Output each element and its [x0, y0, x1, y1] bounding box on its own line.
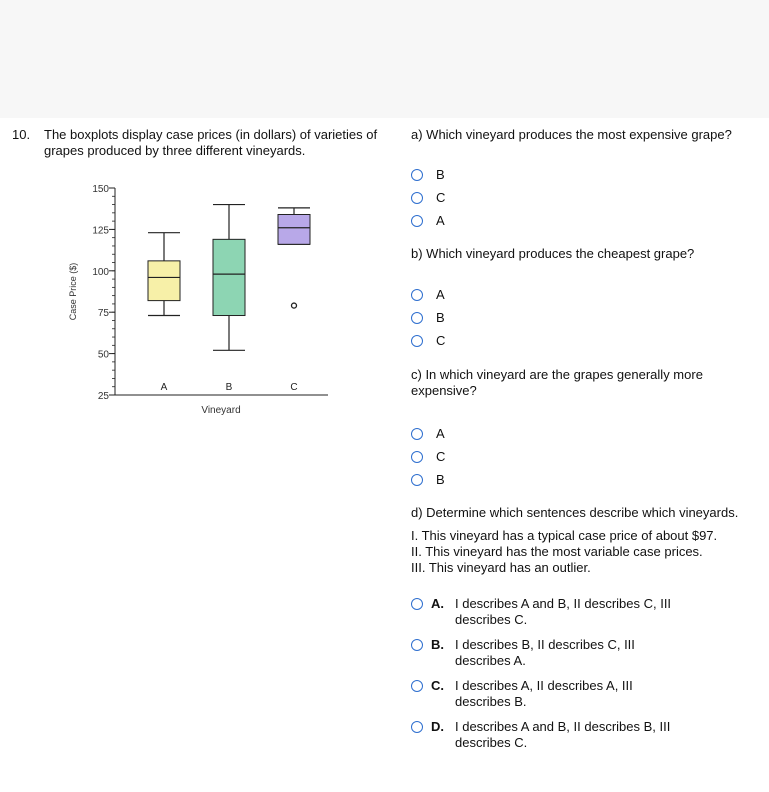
y-tick-label: 125 — [92, 225, 109, 237]
y-tick-label: 100 — [92, 266, 109, 278]
part-c-question: c) In which vineyard are the grapes generally more expensive? — [411, 367, 703, 398]
y-tick-label: 50 — [97, 349, 109, 361]
box-A — [148, 261, 180, 301]
x-axis-title: Vineyard — [201, 405, 241, 416]
part-b-option-3[interactable]: C — [411, 333, 445, 348]
box-B — [213, 239, 245, 315]
sentence-3: III. This vineyard has an outlier. — [411, 560, 591, 575]
part-c-option-3[interactable]: B — [411, 472, 445, 487]
radio-button[interactable] — [411, 169, 423, 181]
radio-button[interactable] — [411, 680, 423, 692]
radio-button[interactable] — [411, 639, 423, 651]
part-d-option-d[interactable]: D. I describes A and B, II describes B, III describes C. — [411, 719, 685, 751]
part-b-option-2[interactable]: B — [411, 310, 445, 325]
part-b-question: b) Which vineyard produces the cheapest grape? — [411, 246, 695, 261]
box-C — [278, 214, 310, 244]
y-tick-label: 25 — [97, 391, 109, 402]
question-number: 10. — [12, 127, 31, 142]
part-c-option-1[interactable]: A — [411, 426, 445, 441]
question-stem: The boxplots display case prices (in dollars) of varieties of grapes produced by three different vineyards. — [44, 127, 378, 158]
x-tick-label: A — [160, 382, 168, 393]
part-a-option-1[interactable]: B — [411, 167, 445, 182]
sentence-1: I. This vineyard has a typical case price of about $97. — [411, 528, 718, 543]
outlier-point — [292, 303, 297, 308]
y-tick-label: 150 — [92, 184, 109, 195]
radio-button[interactable] — [411, 428, 423, 440]
top-band — [0, 0, 769, 118]
y-tick-label: 75 — [97, 308, 109, 320]
part-a-option-3[interactable]: A — [411, 213, 445, 228]
part-d-option-c[interactable]: C. I describes A, II describes A, III describes B. — [411, 678, 685, 710]
radio-button[interactable] — [411, 474, 423, 486]
part-d-option-b[interactable]: B. I describes B, II describes C, III describes A. — [411, 637, 685, 669]
radio-button[interactable] — [411, 312, 423, 324]
sentence-2: II. This vineyard has the most variable case prices. — [411, 544, 703, 559]
radio-button[interactable] — [411, 289, 423, 301]
x-tick-label: B — [225, 382, 233, 393]
radio-button[interactable] — [411, 215, 423, 227]
y-axis-title: Case Price ($) — [68, 262, 78, 321]
radio-button[interactable] — [411, 721, 423, 733]
part-a-question: a) Which vineyard produces the most expensive grape? — [411, 127, 732, 142]
part-b-option-1[interactable]: A — [411, 287, 445, 302]
radio-button[interactable] — [411, 451, 423, 463]
part-d-question: d) Determine which sentences describe which vineyards. — [411, 505, 739, 520]
part-c-option-2[interactable]: C — [411, 449, 445, 464]
radio-button[interactable] — [411, 335, 423, 347]
x-tick-label: C — [290, 382, 298, 393]
boxplot-chart — [60, 178, 340, 423]
radio-button[interactable] — [411, 192, 423, 204]
part-a-option-2[interactable]: C — [411, 190, 445, 205]
part-d-option-a[interactable]: A. I describes A and B, II describes C, III describes C. — [411, 596, 685, 628]
radio-button[interactable] — [411, 598, 423, 610]
